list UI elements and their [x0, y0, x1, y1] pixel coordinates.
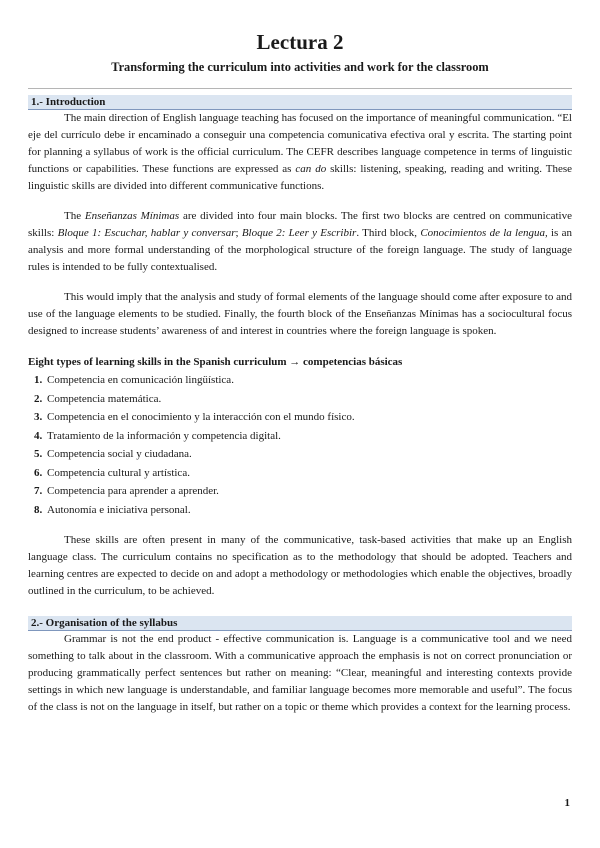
- list-item: [34, 445, 572, 464]
- list-item: [34, 427, 572, 446]
- title-divider: [28, 88, 572, 89]
- can-do-emphasis: can do: [295, 163, 327, 175]
- list-item-number: 1.: [34, 374, 43, 386]
- section-heading-organisation: 2.- Organisation of the syllabus: [28, 616, 572, 631]
- intro-paragraph-4: These skills are often present in many of the communicative, task-based activities that make up an English language class. The curriculum contains no specification as to the methodology that should be adopted. Teachers and learning centres are expected to decide on and adopt a methodology or methodologies which enable the objectives, broadly outlined in the curriculum, to be achieved.: [28, 534, 572, 597]
- list-item-text: Competencia matemática.: [47, 392, 162, 405]
- document-title: Lectura 2: [256, 30, 344, 54]
- list-item: [34, 501, 572, 520]
- section-heading-introduction: 1.- Introduction: [28, 95, 572, 110]
- conocimientos-emphasis: Conocimientos de la lengua,: [420, 227, 548, 239]
- ensenanzas-minimas-emphasis: Enseñanzas Mínimas: [84, 210, 180, 222]
- intro-paragraph-2: [28, 208, 572, 276]
- list-item-number: 4.: [34, 429, 43, 442]
- list-item: [34, 408, 572, 427]
- p2-part-d: . Third block,: [356, 227, 421, 239]
- document-subtitle: Transforming the curriculum into activities and work for the classroom: [111, 60, 489, 74]
- list-item: [34, 371, 572, 390]
- list-item-text: Competencia en el conocimiento y la interacción con el mundo físico.: [47, 411, 355, 423]
- list-item: [34, 482, 572, 501]
- list-item-number: 6.: [34, 466, 43, 479]
- skills-list: [28, 371, 572, 519]
- list-item-text: Competencia en comunicación lingüística.: [47, 374, 234, 386]
- list-item-text: Competencia cultural y artística.: [47, 466, 190, 479]
- intro-paragraph-1-tail: skills: listening, speaking, reading and writing. These linguistic skills are divided into different communicative functions.: [28, 163, 572, 192]
- p2-part-c: ;: [235, 227, 242, 239]
- list-item-text: Competencia social y ciudadana.: [47, 448, 192, 460]
- bloque-1-emphasis: Bloque 1: Escuchar, hablar y conversar: [57, 227, 236, 239]
- list-item-number: 8.: [34, 503, 43, 516]
- intro-paragraph-1-text: The main direction of English language teaching has focused on the importance of meaningful communication. “El eje del currículo debe ir encaminado a conseguir una competencia comunicativa efectiva oral y escrita. The starting point for planning a syllabus of work is the official curriculum. The CEFR describes language competence in terms of linguistic functions or capabilities. These functions are expressed as: [28, 112, 572, 175]
- list-item-number: 7.: [34, 485, 43, 497]
- list-item: [34, 390, 572, 409]
- skills-list-heading: Eight types of learning skills in the Spanish curriculum → competencias básicas: [28, 356, 403, 368]
- list-item-number: 2.: [34, 392, 43, 405]
- organisation-paragraph-1: Grammar is not the end product - effective communication is. Language is a communicative tool and we need something to talk about in the classroom. With a communicative approach the emphasis is not on correct pronunciation or producing grammatically perfect sentences but rather on meaning: “Clear, meaningful and interesting contexts provide settings in which new language is understandable, and familiar language becomes more memorable and useful”. The focus of the class is not on the language in itself, but rather on a topic or theme which provides a context for the learning process.: [28, 633, 572, 713]
- list-item: [34, 464, 572, 483]
- list-item-number: 3.: [34, 411, 43, 423]
- intro-paragraph-3: This would imply that the analysis and study of formal elements of the language should come after exposure to and use of the language elements to be studied. Finally, the fourth block of the Enseñanzas Mínimas has a sociocultural focus designed to increase students’ awareness of and interest in countries where the foreign language is spoken.: [28, 291, 572, 337]
- p2-part-e: is an analysis and more formal understanding of the morphological structure of the foreign language. The study of language rules is intended to be fully contextualised.: [28, 227, 572, 273]
- intro-paragraph-1: [28, 110, 572, 195]
- list-item-text: Competencia para aprender a aprender.: [47, 485, 219, 497]
- list-item-text: Autonomía e iniciativa personal.: [47, 503, 191, 516]
- list-item-number: 5.: [34, 448, 43, 460]
- p2-part-b: are divided into four main blocks. The first two blocks are centred on communicative skills:: [28, 210, 573, 239]
- page-number: 1: [564, 797, 570, 809]
- list-item-text: Tratamiento de la información y competencia digital.: [47, 429, 281, 442]
- p2-part-a: The: [64, 210, 85, 222]
- bloque-2-emphasis: Bloque 2: Leer y Escribir: [241, 227, 357, 239]
